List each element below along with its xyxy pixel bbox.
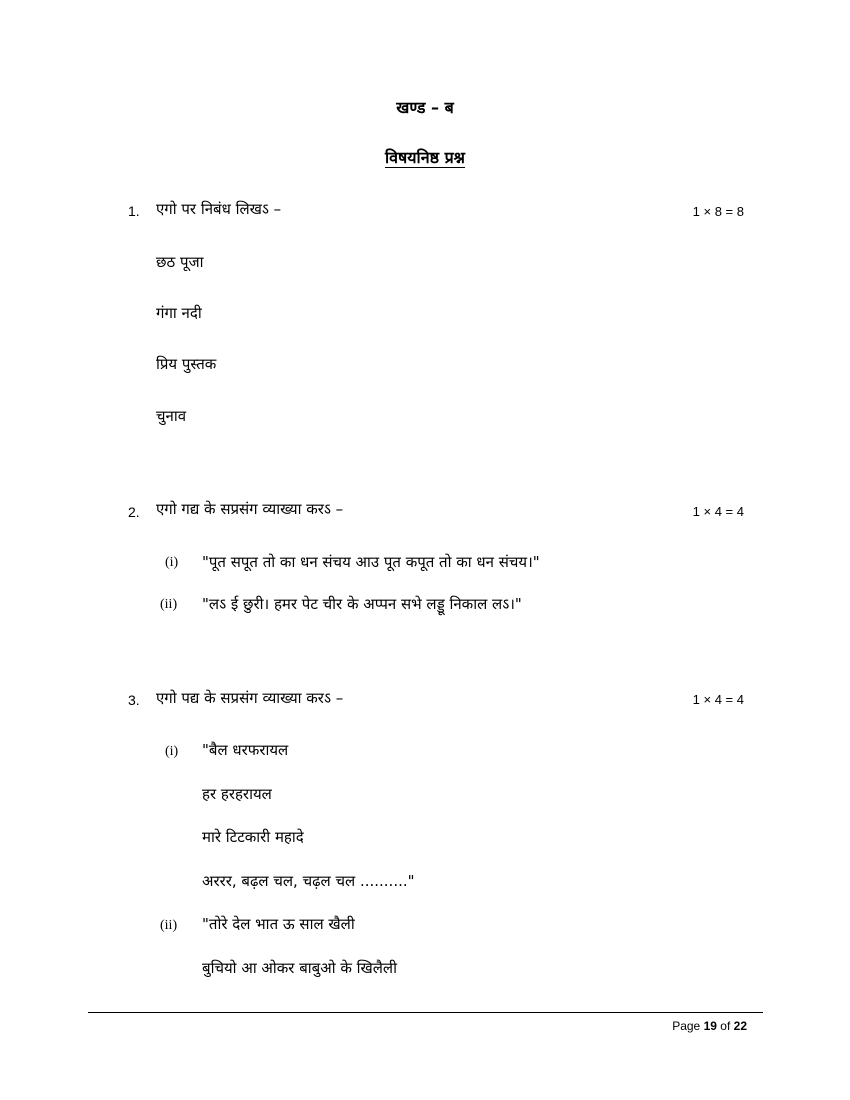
question-2-number: 2. (128, 504, 140, 520)
question-3-text: एगो पद्य के सप्रसंग व्याख्या करऽ – (156, 689, 344, 707)
section-subtitle: विषयनिष्ठ प्रश्न (384, 148, 465, 167)
footer-divider (88, 1012, 763, 1013)
question-1-option: छठ पूजा (156, 253, 204, 271)
question-1-number: 1. (128, 203, 140, 219)
question-3-item-line: हर हरहरायल (202, 785, 272, 803)
question-2-marks: 1 × 4 = 4 (692, 504, 744, 519)
question-3-item-line: मारे टिटकारी महादे (202, 828, 304, 846)
question-2-item-text: "पूत सपूत तो का धन संचय आउ पूत कपूत तो का धन संचय।" (202, 553, 540, 571)
question-2-text: एगो गद्य के सप्रसंग व्याख्या करऽ – (156, 500, 344, 518)
question-2-item-label: (i) (165, 555, 179, 570)
question-1-text: एगो पर निबंध लिखऽ – (156, 200, 282, 218)
question-3-item-line: "बैल धरफरायल (202, 741, 289, 759)
question-1-option: प्रिय पुस्तक (156, 355, 217, 373)
question-3-item-line: अररर, बढ़ल चल, चढ़ल चल .........." (202, 872, 415, 890)
section-subtitle-wrap (0, 146, 850, 168)
question-1-marks: 1 × 8 = 8 (692, 204, 744, 219)
question-2-item-label: (ii) (160, 597, 178, 612)
page-total: 22 (733, 1019, 747, 1033)
page-number (672, 1019, 747, 1033)
question-3-item-line: "तोरे देल भात ऊ साल खैली (202, 915, 355, 933)
question-2-item-text: "लऽ ई छुरी। हमर पेट चीर के अप्पन सभे लड्डू निकाल लऽ।" (202, 595, 522, 613)
question-1-option: चुनाव (156, 407, 187, 425)
page-current: 19 (703, 1019, 717, 1033)
page-of-label: of (720, 1019, 731, 1033)
question-3-item-label: (ii) (160, 918, 178, 933)
question-1-option: गंगा नदी (156, 304, 202, 322)
question-3-item-label: (i) (165, 744, 179, 759)
page-label: Page (672, 1019, 701, 1033)
question-3-number: 3. (128, 692, 140, 708)
question-3-marks: 1 × 4 = 4 (692, 692, 744, 707)
section-title: खण्ड – ब (396, 98, 454, 117)
question-3-item-line: बुचियो आ ओकर बाबुओ के खिलैली (202, 959, 397, 977)
